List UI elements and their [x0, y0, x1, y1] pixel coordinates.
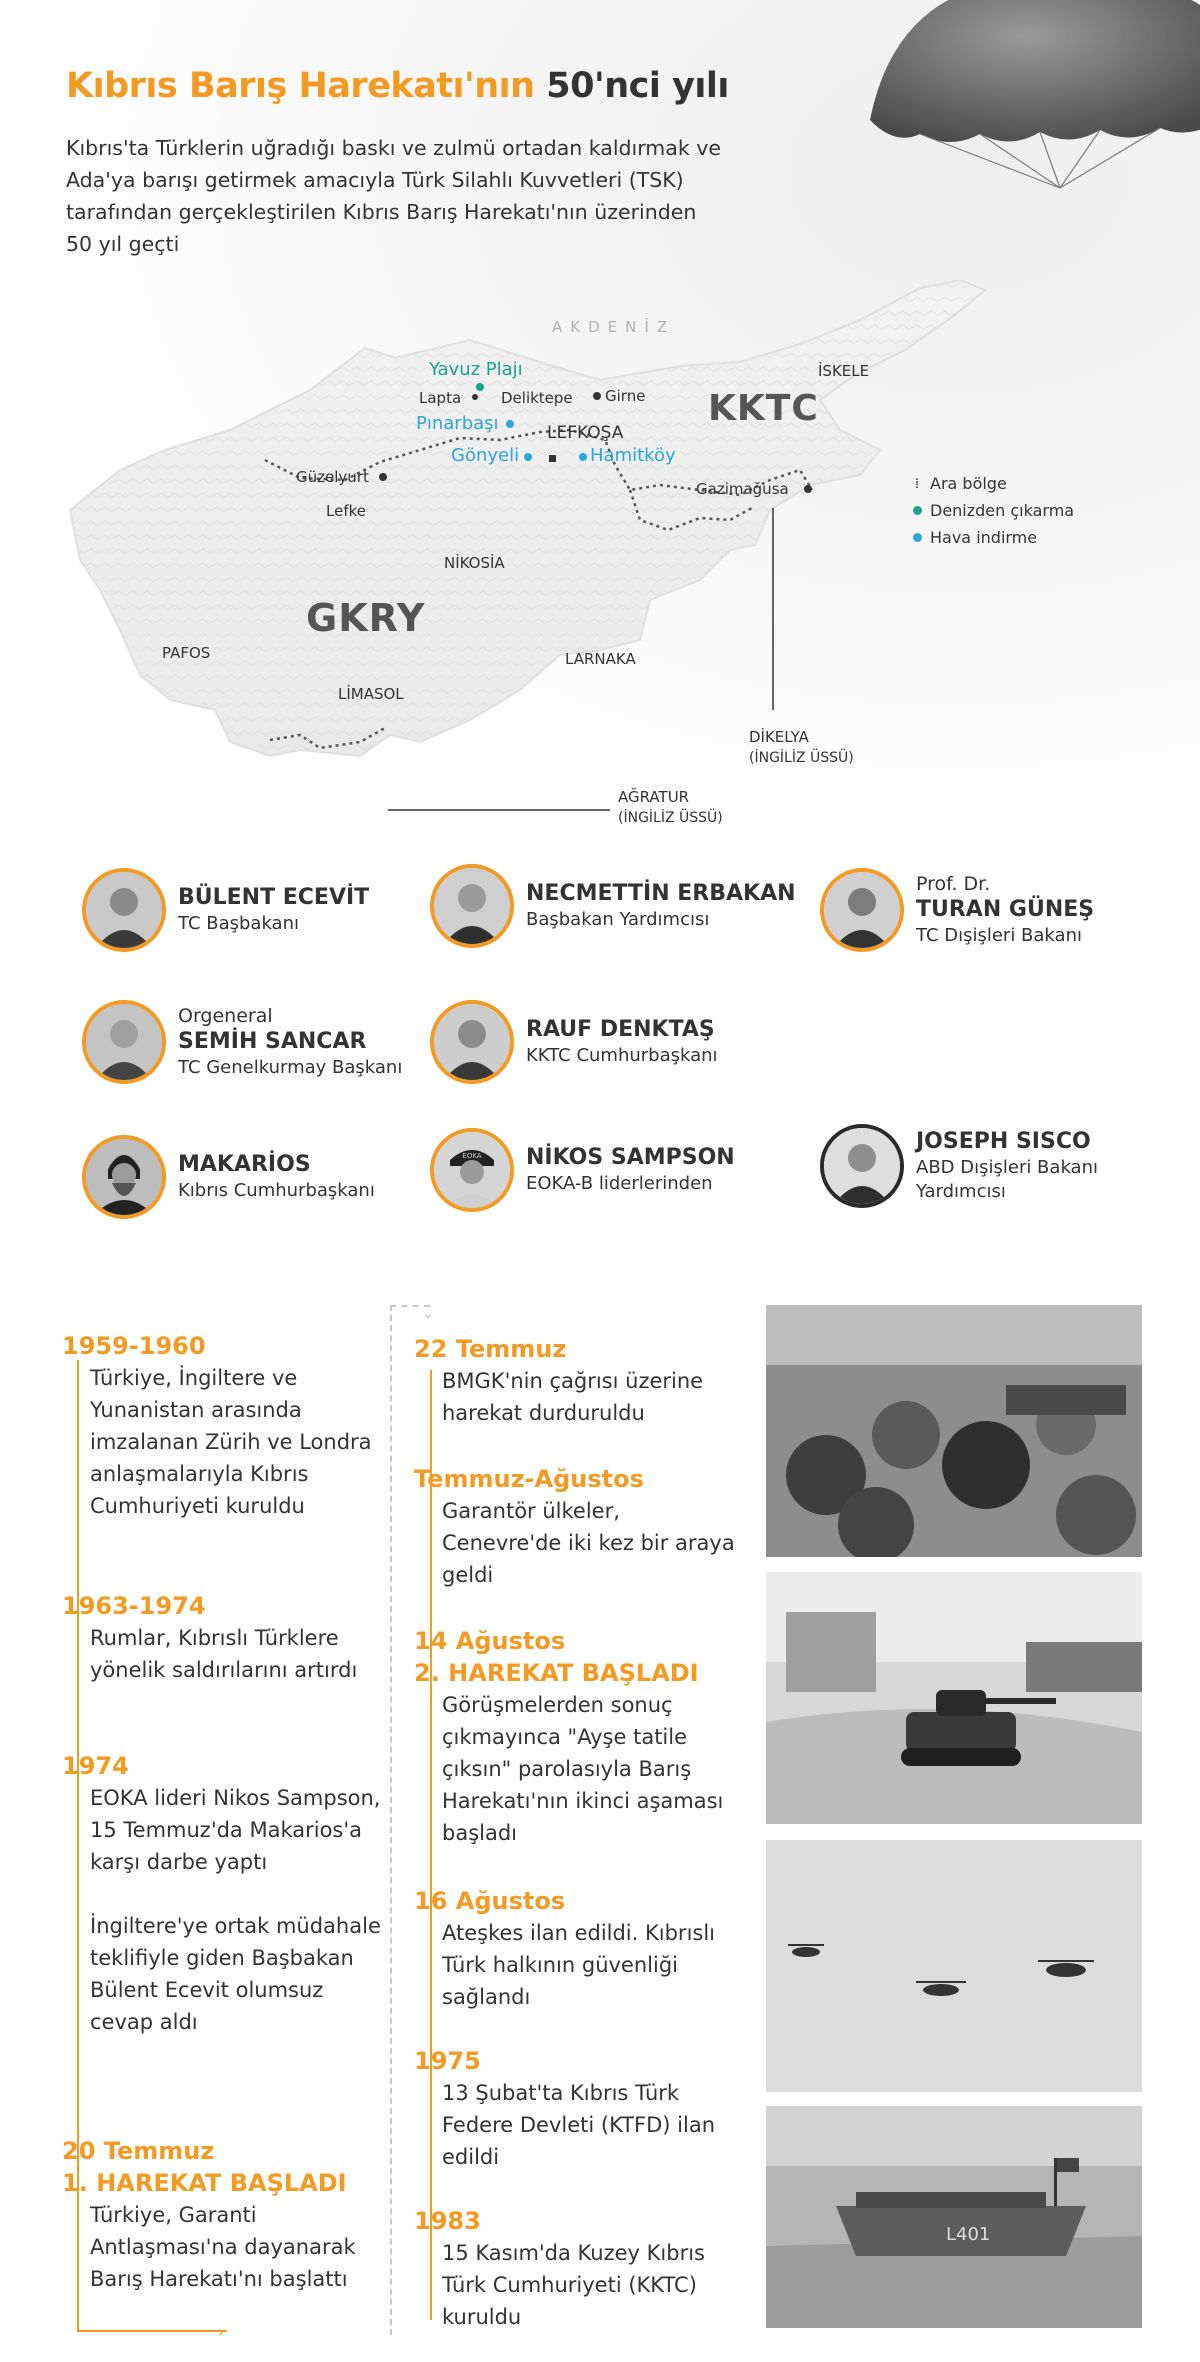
timeline-text: 13 Şubat'ta Kıbrıs Türk Federe Devleti (KTFD) ilan edildi [442, 2081, 716, 2169]
timeline-text: Rumlar, Kıbrıslı Türklere yönelik saldırılarını artırdı [90, 1626, 358, 1682]
place-agratur-note: (İNGİLİZ ÜSSÜ) [618, 810, 723, 826]
arrow-down-icon: ⌄ [422, 1306, 434, 1322]
place-pafos: PAFOS [162, 644, 211, 662]
place-larnaka: LARNAKA [565, 650, 636, 668]
person-role: Kıbrıs Cumhurbaşkanı [178, 1180, 375, 1201]
portrait-avatar [430, 1000, 514, 1084]
title-highlight: 50'nci yılı [546, 66, 729, 106]
site-yavuz: Yavuz Plajı [429, 359, 523, 380]
timeline-year: 1983 [414, 2207, 481, 2235]
person-name: RAUF DENKTAŞ [526, 1017, 715, 1042]
place-deliktepe: Deliktepe [501, 389, 573, 407]
timeline-text: Görüşmelerden sonuç çıkmayınca "Ayşe tatile çıksın" parolasıyla Barış Harekatı'nın ikinci aşaması başladı [442, 1693, 724, 1845]
sea-label: AKDENİZ [552, 318, 676, 336]
legend-sea-landing-label: Denizden çıkarma [930, 501, 1075, 520]
timeline-year: 20 Temmuz [62, 2137, 215, 2165]
timeline-subtitle: 1. HAREKAT BAŞLADI [62, 2169, 347, 2197]
timeline-year: 16 Ağustos [414, 1887, 566, 1915]
portrait-avatar [820, 868, 904, 952]
air-drop-icon [913, 533, 922, 542]
timeline-entry [414, 2205, 744, 2333]
site-hamitkoy: Hamitköy [590, 445, 676, 466]
person-name: TURAN GÜNEŞ [916, 897, 1095, 922]
place-guzelyurt: Güzelyurt [296, 468, 369, 486]
timeline-entry [414, 1625, 744, 1849]
timeline-subtitle: 2. HAREKAT BAŞLADI [414, 1659, 699, 1687]
person-role: TC Başbakanı [178, 913, 299, 934]
person-role: KKTC Cumhurbaşkanı [526, 1045, 718, 1066]
intro-text: Kıbrıs'ta Türklerin uğradığı baskı ve zulmü ortadan kaldırmak ve Ada'ya barışı getirmek amacıyla Türk Silahlı Kuvvetleri (TSK) tarafından gerçekleştirilen Kıbrıs Barış Harekatı'nın üzerinden 50 yıl geçti [66, 136, 721, 256]
buffer-zone-icon: ⁞ [914, 475, 920, 492]
legend-air-drop [912, 524, 1074, 551]
timeline-year: 1959-1960 [62, 1332, 206, 1360]
person-card [82, 1135, 375, 1219]
photo-landing-craft [766, 2106, 1142, 2328]
person-card [82, 1000, 402, 1084]
person-card [82, 868, 369, 952]
person-role: EOKA-B liderlerinden [526, 1173, 713, 1194]
timeline-entry [414, 1885, 744, 2013]
site-pinarbasi: Pınarbaşı [416, 413, 499, 434]
person-prefix: Prof. Dr. [916, 873, 991, 895]
place-nikosia: NİKOSİA [444, 554, 505, 572]
place-lefkosa: LEFKOŞA [547, 423, 624, 443]
timeline-connector [390, 1305, 392, 2335]
cap-badge: EOKA [462, 1152, 482, 1160]
timeline-text: BMGK'nin çağrısı üzerine harekat durduruldu [442, 1369, 704, 1425]
person-role: Başbakan Yardımcısı [526, 909, 710, 930]
photo-helicopters [766, 1840, 1142, 2092]
timeline-text: 15 Kasım'da Kuzey Kıbrıs Türk Cumhuriyeti (KKTC) kuruldu [442, 2241, 705, 2329]
portrait-avatar [82, 1000, 166, 1084]
title-main: Kıbrıs Barış Harekatı'nın [66, 66, 535, 106]
timeline-line-bottom [77, 2330, 227, 2332]
page-title [66, 66, 729, 106]
legend-sea-landing [912, 497, 1074, 524]
place-dikelya: DİKELYA [749, 728, 809, 746]
timeline-entry [62, 2135, 392, 2295]
place-dikelya-note: (İNGİLİZ ÜSSÜ) [749, 750, 854, 766]
person-card [430, 864, 796, 948]
person-name: BÜLENT ECEVİT [178, 885, 370, 910]
site-gonyeli: Gönyeli [451, 445, 520, 466]
timeline-entry [414, 1333, 744, 1429]
timeline-entry [414, 2045, 744, 2173]
timeline-text-extra: İngiltere'ye ortak müdahale teklifiyle giden Başbakan Bülent Ecevit olumsuz cevap aldı [90, 1914, 381, 2034]
portrait-avatar [82, 1135, 166, 1219]
legend-buffer [912, 470, 1074, 497]
person-role: TC Dışişleri Bakanı [916, 925, 1082, 946]
person-card [430, 1128, 735, 1212]
person-name: MAKARİOS [178, 1152, 311, 1177]
timeline-year: 1974 [62, 1752, 129, 1780]
region-kktc: KKTC [708, 388, 819, 429]
place-gazimagusa: Gazimağusa [696, 480, 789, 498]
cyprus-map [0, 280, 1200, 850]
photo-tank [766, 1572, 1142, 1824]
parachute-image [860, 0, 1200, 190]
timeline-entry [62, 1330, 392, 1522]
region-gkry: GKRY [306, 596, 426, 640]
portrait-avatar [430, 864, 514, 948]
place-agratur: AĞRATUR [618, 788, 690, 806]
person-name: SEMİH SANCAR [178, 1029, 367, 1054]
place-iskele: İSKELE [818, 362, 870, 380]
person-prefix: Orgeneral [178, 1005, 273, 1027]
legend-buffer-label: Ara bölge [930, 474, 1007, 493]
timeline-text: Garantör ülkeler, Cenevre'de iki kez bir araya geldi [442, 1499, 735, 1587]
timeline-text: Türkiye, İngiltere ve Yunanistan arasında imzalanan Zürih ve Londra anlaşmalarıyla Kıbrıs Cumhuriyeti kuruldu [90, 1366, 372, 1518]
timeline-entry [414, 1463, 744, 1591]
portrait-avatar [430, 1128, 514, 1212]
photo-soldiers-crowd [766, 1305, 1142, 1557]
person-role: ABD Dışişleri Bakanı Yardımcısı [916, 1157, 1098, 1202]
timeline-text: Türkiye, Garanti Antlaşması'na dayanarak Barış Harekatı'nı başlattı [90, 2203, 356, 2291]
timeline-entry [62, 1750, 392, 2038]
place-girne: Girne [605, 387, 646, 405]
legend-air-drop-label: Hava indirme [930, 528, 1038, 547]
person-name: JOSEPH SISCO [916, 1129, 1091, 1154]
person-card [820, 868, 1094, 952]
place-lefke: Lefke [326, 502, 366, 520]
timeline-text: Ateşkes ilan edildi. Kıbrıslı Türk halkının güvenliği sağlandı [442, 1921, 716, 2009]
timeline-year: 1963-1974 [62, 1592, 206, 1620]
timeline-entry [62, 1590, 392, 1686]
timeline-year: 14 Ağustos [414, 1627, 566, 1655]
map-canvas [0, 280, 1200, 850]
timeline-year: 22 Temmuz [414, 1335, 567, 1363]
timeline-text: EOKA lideri Nikos Sampson, 15 Temmuz'da Makarios'a karşı darbe yaptı [90, 1786, 381, 1874]
person-card [430, 1000, 718, 1084]
portrait-avatar [82, 868, 166, 952]
person-name: NİKOS SAMPSON [526, 1145, 735, 1170]
sea-landing-icon [913, 506, 922, 515]
place-lapta: Lapta [419, 389, 462, 407]
boat-label: L401 [946, 2224, 991, 2245]
map-legend [912, 470, 1074, 551]
person-name: NECMETTİN ERBAKAN [526, 881, 796, 906]
person-card [820, 1124, 1146, 1208]
timeline-year: Temmuz-Ağustos [414, 1465, 644, 1493]
timeline-year: 1975 [414, 2047, 481, 2075]
arrow-right-icon: › [218, 2322, 225, 2341]
portrait-avatar [820, 1124, 904, 1208]
person-role: TC Genelkurmay Başkanı [178, 1057, 403, 1078]
place-limasol: LİMASOL [338, 685, 404, 703]
